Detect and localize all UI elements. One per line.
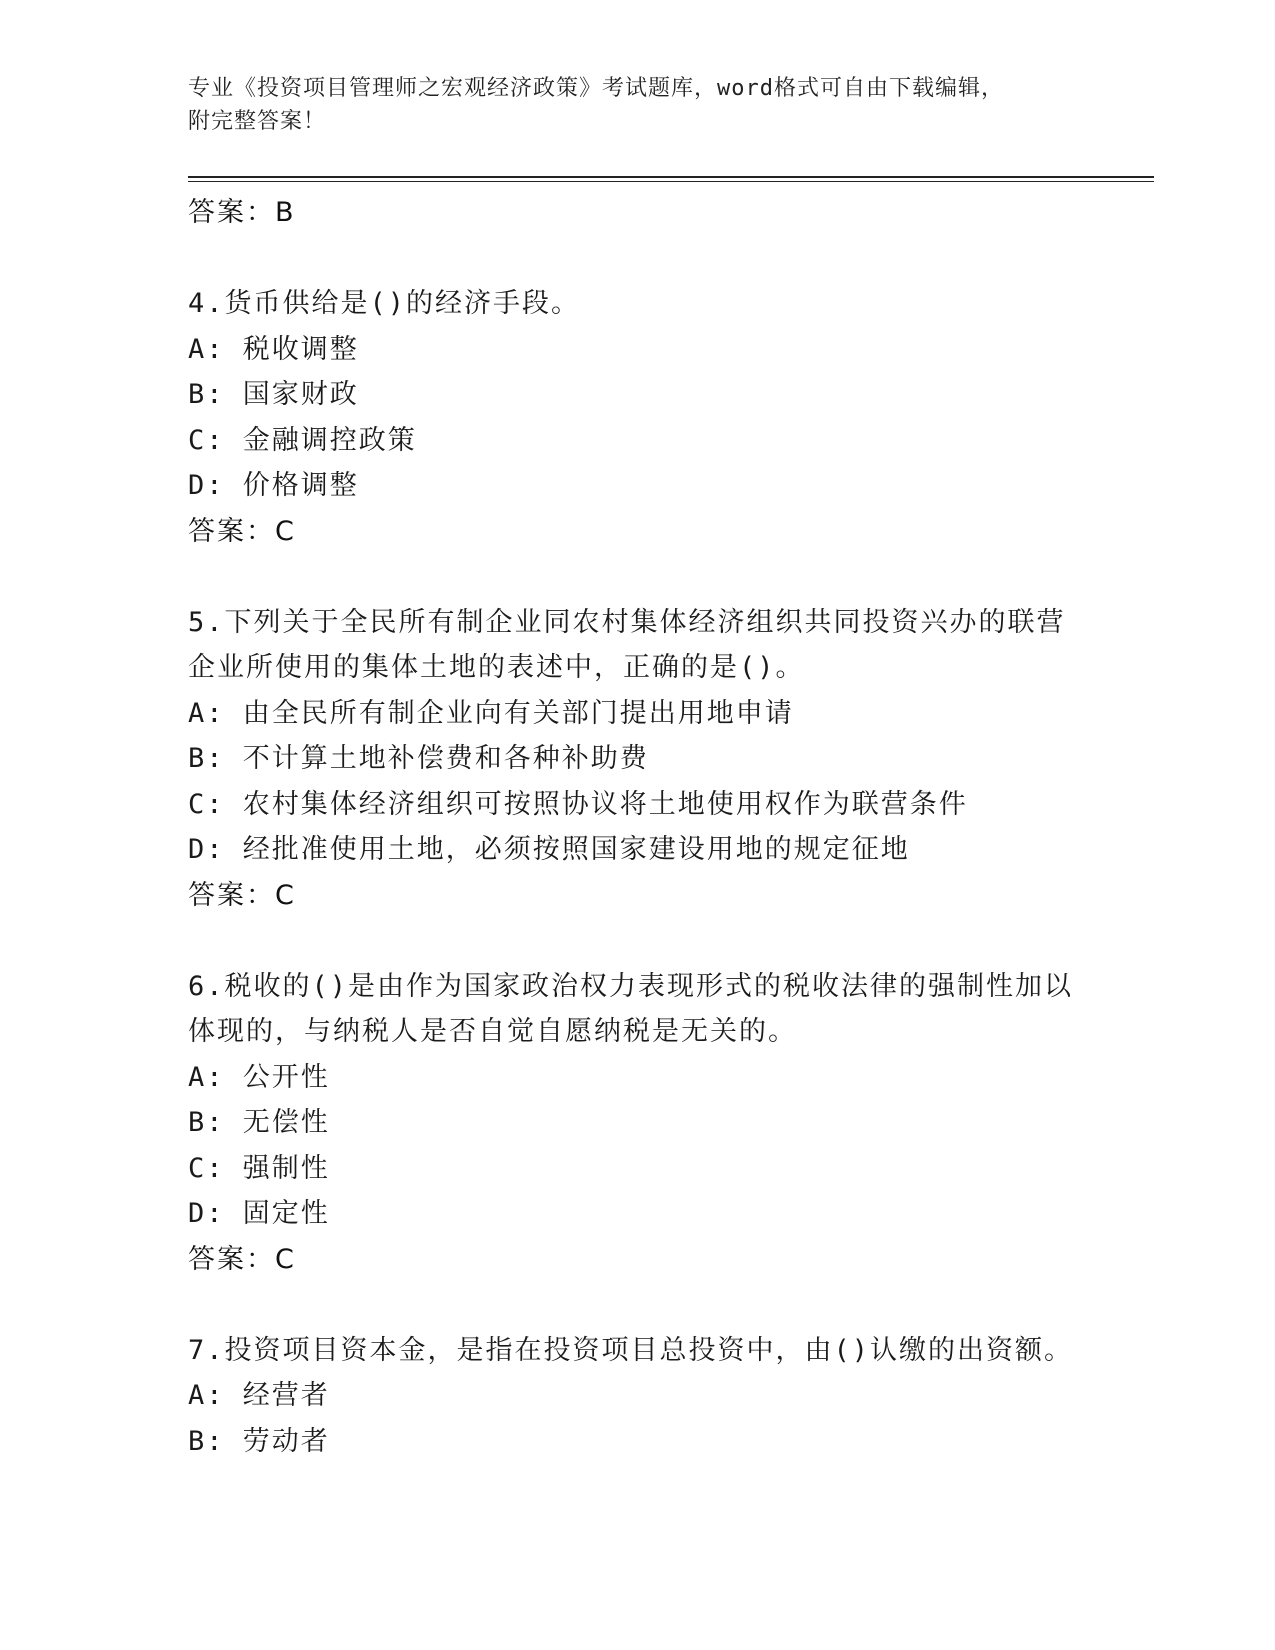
question-number: 6. — [188, 970, 225, 1002]
option-key: D: — [188, 470, 225, 501]
option-text: 经营者 — [242, 1380, 330, 1411]
question-text: 货币供给是()的经济手段。 — [224, 288, 581, 319]
option-text: 农村集体经济组织可按照协议将土地使用权作为联营条件 — [242, 788, 968, 820]
question-stem-line-2: 企业所使用的集体土地的表述中，正确的是()。 — [188, 652, 805, 683]
option-text: 不计算土地补偿费和各种补助费 — [242, 743, 649, 774]
option-key: B: — [188, 1425, 225, 1457]
option-key: A: — [188, 1380, 225, 1411]
option-text: 劳动者 — [242, 1425, 330, 1457]
option-text: 强制性 — [242, 1152, 330, 1184]
option-key: B: — [188, 379, 225, 410]
option-c — [188, 782, 1088, 828]
option-d — [188, 463, 1088, 509]
option-key: C: — [188, 424, 225, 456]
option-text: 金融调控政策 — [242, 424, 417, 456]
document-header — [188, 72, 1068, 138]
option-key: D: — [188, 1198, 225, 1229]
question-6 — [188, 964, 1088, 1283]
option-a — [188, 1373, 1088, 1419]
option-text: 公开性 — [242, 1061, 330, 1093]
question-number: 5. — [188, 606, 225, 638]
spacer — [188, 918, 1088, 964]
option-key: A: — [188, 1061, 225, 1093]
question-5 — [188, 600, 1088, 919]
option-b — [188, 372, 1088, 418]
question-4 — [188, 281, 1088, 554]
spacer — [188, 554, 1088, 600]
option-b — [188, 1419, 1088, 1465]
option-text: 国家财政 — [242, 379, 359, 410]
question-stem-line-2: 体现的，与纳税人是否自觉自愿纳税是无关的。 — [188, 1016, 797, 1047]
option-b — [188, 1100, 1088, 1146]
question-number: 4. — [188, 288, 225, 319]
option-text: 税收调整 — [242, 333, 359, 365]
answer: 答案：C — [188, 1243, 296, 1275]
option-d — [188, 827, 1088, 873]
option-c — [188, 1146, 1088, 1192]
option-a — [188, 327, 1088, 373]
previous-answer: 答案：B — [188, 197, 296, 228]
question-text: 税收的()是由作为国家政治权力表现形式的税收法律的强制性加以 — [224, 970, 1074, 1002]
option-a — [188, 1055, 1088, 1101]
spacer — [188, 1282, 1088, 1328]
option-key: C: — [188, 788, 225, 820]
question-stem — [188, 1328, 1088, 1374]
option-key: B: — [188, 743, 225, 774]
option-key: B: — [188, 1107, 225, 1138]
option-a — [188, 691, 1088, 737]
question-number: 7. — [188, 1334, 225, 1366]
option-text: 由全民所有制企业向有关部门提出用地申请 — [242, 697, 794, 729]
question-stem-line-1 — [188, 600, 1088, 646]
option-b — [188, 736, 1088, 782]
answer: 答案：C — [188, 879, 296, 911]
option-key: C: — [188, 1152, 225, 1184]
header-rule-thick — [188, 176, 1154, 178]
option-text: 价格调整 — [242, 470, 359, 501]
answer: 答案：C — [188, 515, 296, 547]
option-key: D: — [188, 834, 225, 865]
question-text: 下列关于全民所有制企业同农村集体经济组织共同投资兴办的联营 — [224, 606, 1066, 638]
option-text: 经批准使用土地，必须按照国家建设用地的规定征地 — [242, 834, 910, 865]
question-7 — [188, 1328, 1088, 1465]
document-body — [188, 190, 1088, 1464]
question-stem-line-1 — [188, 964, 1088, 1010]
option-text: 固定性 — [242, 1198, 330, 1229]
question-stem — [188, 281, 1088, 327]
option-d — [188, 1191, 1088, 1237]
option-c — [188, 418, 1088, 464]
option-text: 无偿性 — [242, 1107, 330, 1138]
header-rule-thin — [188, 181, 1154, 182]
question-text: 投资项目资本金，是指在投资项目总投资中，由()认缴的出资额。 — [224, 1334, 1074, 1366]
header-line-1: 专业《投资项目管理师之宏观经济政策》考试题库，word格式可自由下载编辑， — [188, 76, 1004, 101]
option-key: A: — [188, 697, 225, 729]
header-line-2: 附完整答案！ — [188, 109, 327, 134]
spacer — [188, 236, 1088, 282]
option-key: A: — [188, 333, 225, 365]
